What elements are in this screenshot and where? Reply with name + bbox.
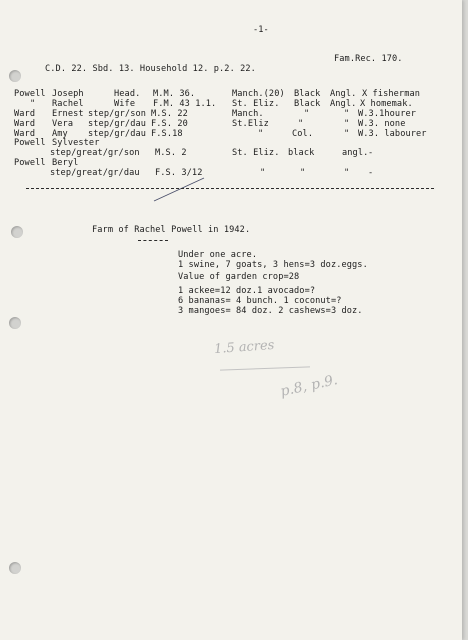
pencil-note-pages: p.8, p.9. [278, 372, 340, 400]
surname: " [30, 99, 36, 109]
page-number: -1- [253, 25, 269, 35]
occupation: - [368, 148, 374, 158]
birthplace: " [258, 129, 264, 139]
birthplace: Manch.(20) [232, 89, 285, 99]
relation: Wife [114, 99, 136, 109]
religion: angl. [342, 148, 369, 158]
occupation: - [368, 168, 374, 178]
sex-status-age: F.S. 20 [151, 119, 188, 129]
race: " [300, 168, 306, 178]
race: " [298, 119, 304, 129]
census-reference: C.D. 22. Sbd. 13. Household 12. p.2. 22. [45, 64, 256, 74]
punch-hole [9, 317, 21, 329]
surname: Ward [14, 129, 36, 139]
given-name: Rachel [52, 99, 84, 109]
given-name: Amy [52, 129, 68, 139]
occupation: W.3. labourer [358, 129, 427, 139]
sex-status-age: M.M. 36. [153, 89, 196, 99]
surname: Powell [14, 158, 46, 168]
relation: step/gr/dau [88, 129, 147, 139]
farm-detail-line: 1 swine, 7 goats, 3 hens=3 doz.eggs. [178, 260, 368, 270]
surname: Ward [14, 109, 36, 119]
religion: Angl. [330, 89, 357, 99]
religion: " [344, 109, 350, 119]
given-name: Joseph [52, 89, 84, 99]
birthplace: St.Eliz [232, 119, 269, 129]
race: Black [294, 89, 321, 99]
relation: step/great/gr/son [50, 148, 140, 158]
religion: Angl. [330, 99, 357, 109]
occupation: W.3.1hourer [358, 109, 417, 119]
surname: Powell [14, 89, 46, 99]
punch-hole [11, 226, 23, 238]
occupation: W.3. none [358, 119, 406, 129]
race: " [304, 109, 310, 119]
punch-hole [9, 70, 21, 82]
farm-title: Farm of Rachel Powell in 1942. [92, 225, 251, 235]
birthplace: St. Eliz. [232, 148, 280, 158]
farm-detail-line: 1 ackee=12 doz.1 avocado=? [178, 286, 316, 296]
religion: " [344, 168, 350, 178]
section-divider [26, 188, 434, 189]
birthplace: " [260, 168, 266, 178]
farm-detail-line: Value of garden crop=28 [178, 272, 300, 282]
race: black [288, 148, 315, 158]
sex-status-age: F.S.18 [151, 129, 183, 139]
farm-title-underline [138, 240, 168, 241]
race: Black [294, 99, 321, 109]
pencil-check-mark [150, 175, 210, 205]
surname: Ward [14, 119, 36, 129]
given-name: Ernest [52, 109, 84, 119]
birthplace: Manch. [232, 109, 264, 119]
surname: Powell [14, 138, 46, 148]
relation: Head. [114, 89, 141, 99]
farm-detail-line: Under one acre. [178, 250, 258, 260]
sex-status-age: M.S. 22 [151, 109, 188, 119]
farm-detail-line: 6 bananas= 4 bunch. 1 coconut=? [178, 296, 342, 306]
given-name: Sylvester [52, 138, 100, 148]
occupation: X fisherman [362, 89, 421, 99]
family-record-number: Fam.Rec. 170. [334, 54, 403, 64]
birthplace: St. Eliz. [232, 99, 280, 109]
punch-hole [9, 562, 21, 574]
relation: step/gr/dau [88, 119, 147, 129]
pencil-underline [220, 366, 310, 370]
religion: " [344, 119, 350, 129]
given-name: Vera [52, 119, 74, 129]
religion: " [344, 129, 350, 139]
race: Col. [292, 129, 314, 139]
occupation: X homemak. [360, 99, 413, 109]
sex-status-age: M.S. 2 [155, 148, 187, 158]
farm-detail-line: 3 mangoes= 84 doz. 2 cashews=3 doz. [178, 306, 363, 316]
relation: step/gr/son [88, 109, 147, 119]
relation: step/great/gr/dau [50, 168, 140, 178]
sex-status-age: F.M. 43 1.1. [153, 99, 217, 109]
pencil-note-acres: 1.5 acres [213, 337, 275, 358]
sex-status-age: F.S. 3/12 [155, 168, 203, 178]
given-name: Beryl [52, 158, 79, 168]
